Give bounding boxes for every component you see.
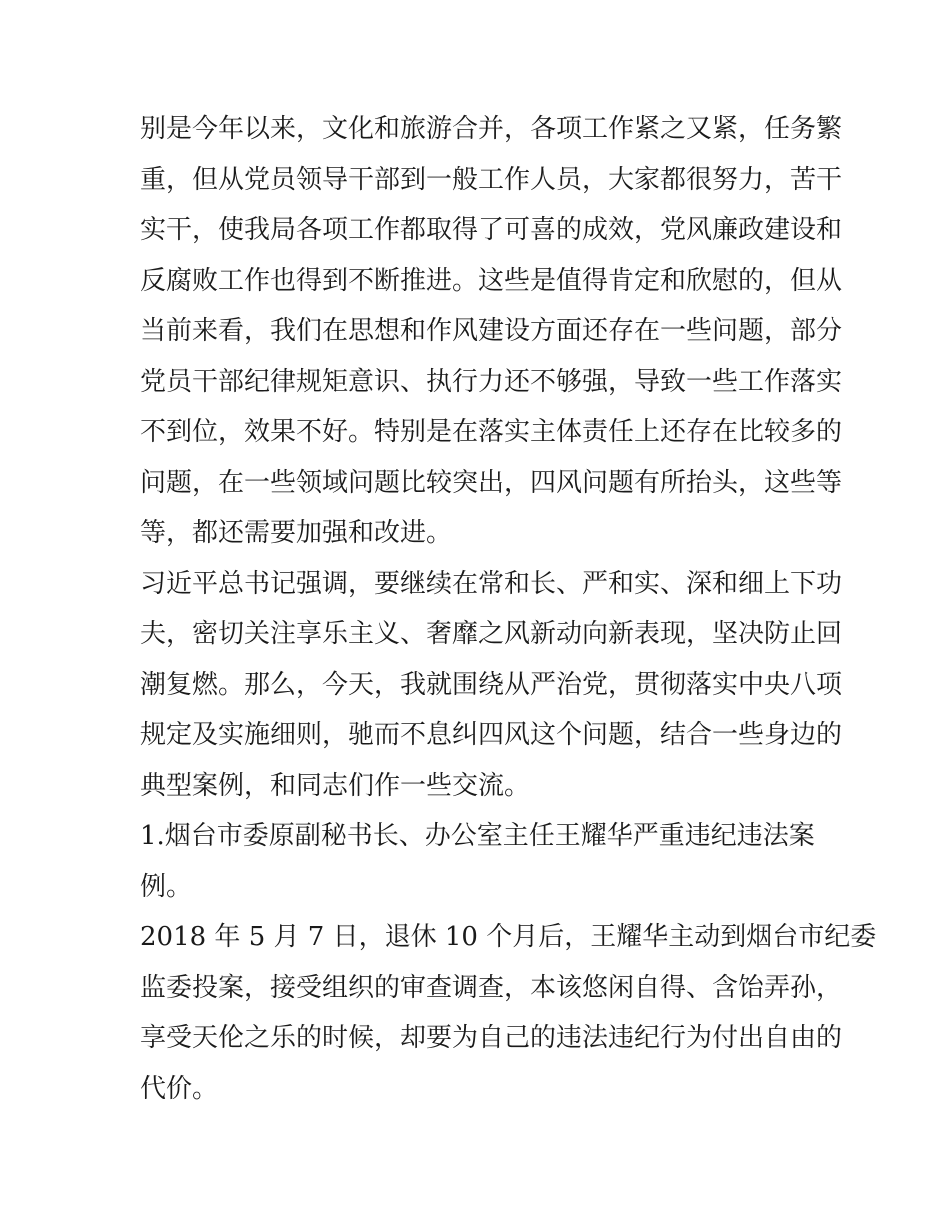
text-line: 等，都还需要加强和改进。 bbox=[140, 518, 453, 548]
text-line: 夫，密切关注享乐主义、奢靡之风新动向新表现，坚决防止回 bbox=[140, 619, 843, 649]
text-line: 实干，使我局各项工作都取得了可喜的成效，党风廉政建设和 bbox=[140, 215, 843, 245]
text-line: 典型案例，和同志们作一些交流。 bbox=[140, 770, 531, 801]
text-line: 重，但从党员领导干部到一般工作人员，大家都很努力，苦干 bbox=[140, 164, 843, 195]
text-line: 潮复燃。那么，今天，我就围绕从严治党，贯彻落实中央八项 bbox=[140, 669, 843, 700]
text-line: 反腐败工作也得到不断推进。这些是值得肯定和欣慰的，但从 bbox=[140, 265, 843, 296]
text-line: 不到位，效果不好。特别是在落实主体责任上还存在比较多的 bbox=[140, 417, 843, 447]
text-line: 党员干部纪律规矩意识、执行力还不够强，导致一些工作落实 bbox=[140, 366, 843, 397]
paragraph-instruction bbox=[140, 559, 843, 812]
text-line: 监委投案，接受组织的审查调查，本该悠闲自得、含饴弄孙， bbox=[140, 972, 843, 1003]
text-line: 问题，在一些领域问题比较突出，四风问题有所抬头，这些等 bbox=[140, 467, 843, 498]
text-line: 1.烟台市委原副秘书长、办公室主任王耀华严重违纪违法案 bbox=[140, 821, 815, 851]
paragraph-work-review bbox=[140, 104, 843, 559]
text-line: 别是今年以来，文化和旅游合并，各项工作紧之又紧，任务繁 bbox=[140, 114, 843, 144]
document-body bbox=[140, 104, 877, 1114]
paragraph-case-detail bbox=[140, 912, 877, 1114]
text-line: 规定及实施细则，驰而不息纠四风这个问题，结合一些身边的 bbox=[140, 720, 843, 750]
text-line: 例。 bbox=[140, 871, 193, 902]
paragraph-case-heading bbox=[140, 811, 820, 912]
text-line: 当前来看，我们在思想和作风建设方面还存在一些问题，部分 bbox=[140, 316, 843, 346]
text-line: 2018 年 5 月 7 日，退休 10 个月后，王耀华主动到烟台市纪委 bbox=[140, 922, 877, 952]
text-line: 享受天伦之乐的时候，却要为自己的违法违纪行为付出自由的 bbox=[140, 1023, 843, 1053]
text-line: 代价。 bbox=[140, 1073, 219, 1104]
text-line: 习近平总书记强调，要继续在常和长、严和实、深和细上下功 bbox=[140, 568, 843, 599]
